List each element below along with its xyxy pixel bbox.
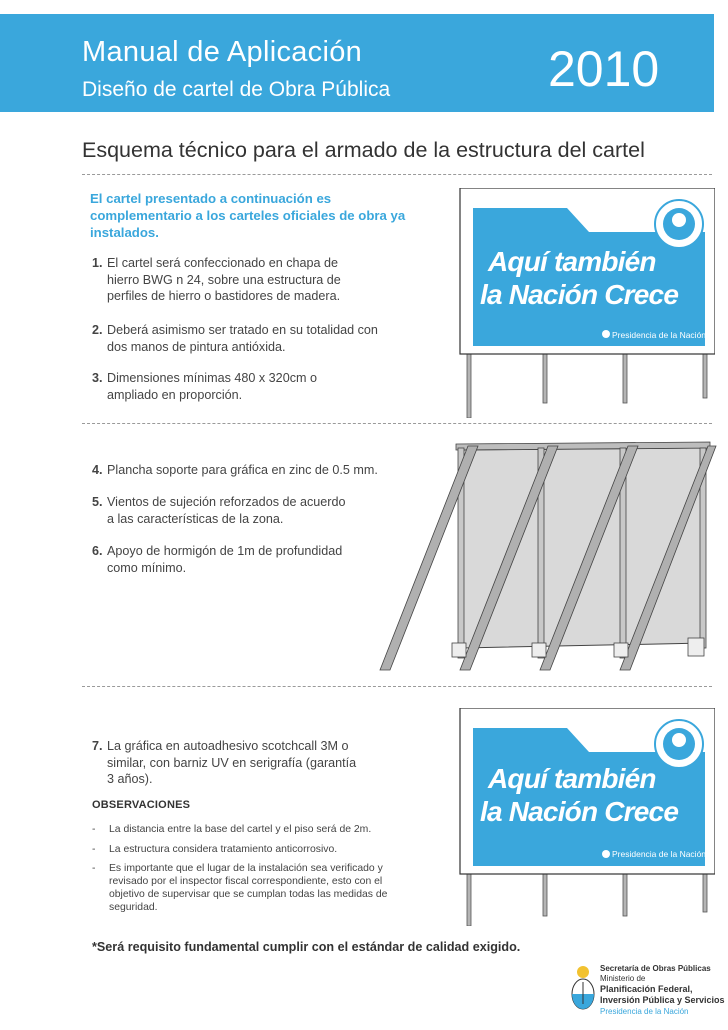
sign-2-brand: Presidencia de la Nación: [612, 849, 707, 859]
observacion-dash: -: [92, 844, 96, 855]
observacion-text: La estructura considera tratamiento anticorrosivo.: [109, 844, 338, 855]
item-3: [92, 370, 422, 403]
sign-1-line1: Aquí también: [488, 246, 656, 277]
item-number: 6.: [92, 544, 103, 558]
ministry-logo: [570, 960, 725, 1022]
item-number: 4.: [92, 463, 103, 477]
observaciones-title: OBSERVACIONES: [92, 799, 191, 811]
structure-illustration: [370, 438, 720, 678]
section-title: Esquema técnico para el armado de la estructura del cartel: [82, 138, 645, 162]
observacion-item: [92, 862, 402, 914]
sign-1-brand: Presidencia de la Nación: [612, 330, 707, 340]
sign-2-line2: la Nación Crece: [480, 796, 679, 827]
item-text: Vientos de sujeción reforzados de acuerdo a las características de la zona.: [107, 495, 346, 526]
requirement-note: *Será requisito fundamental cumplir con el estándar de calidad exigido.: [92, 940, 521, 954]
logo-line1: Planificación Federal,: [600, 984, 693, 994]
observacion-text: Es importante que el lugar de la instalación sea verificado y revisado por el inspector fiscal correspondiente, esto con el objetivo de supervisar que se cumplan todas las medidas de seguridad.: [109, 863, 388, 913]
item-text: Deberá asimismo ser tratado en su totalidad con dos manos de pintura antióxida.: [107, 323, 378, 354]
argentina-coat-of-arms-icon: [570, 964, 596, 1016]
item-7: [92, 738, 422, 788]
logo-ministerio: Ministerio de: [600, 974, 646, 983]
item-number: 7.: [92, 739, 103, 753]
divider-top: [82, 174, 712, 175]
item-number: 5.: [92, 495, 103, 509]
observacion-item: [92, 843, 402, 856]
header-title: Manual de Aplicación: [82, 36, 363, 68]
observacion-item: [92, 823, 402, 836]
item-text: Plancha soporte para gráfica en zinc de 0.5 mm.: [107, 463, 378, 477]
observacion-text: La distancia entre la base del cartel y el piso será de 2m.: [109, 824, 372, 835]
item-number: 2.: [92, 323, 103, 337]
header-year: 2010: [548, 41, 660, 97]
item-2: [92, 322, 422, 355]
header: [0, 0, 728, 122]
observacion-dash: -: [92, 824, 96, 835]
header-subtitle: Diseño de cartel de Obra Pública: [82, 78, 391, 101]
item-number: 3.: [92, 371, 103, 385]
item-text: La gráfica en autoadhesivo scotchcall 3M o similar, con barniz UV en serigrafía (garantía 3 años).: [107, 739, 357, 786]
sign-1-line2: la Nación Crece: [480, 279, 679, 310]
logo-secretaria: Secretaría de Obras Públicas: [600, 964, 711, 973]
item-text: Dimensiones mínimas 480 x 320cm o ampliado en proporción.: [107, 371, 317, 402]
divider-bottom: [82, 686, 712, 687]
item-1: [92, 255, 422, 305]
intro-text: El cartel presentado a continuación es complementario a los carteles oficiales de obra ya instalados.: [90, 191, 406, 240]
item-text: Apoyo de hormigón de 1m de profundidad como mínimo.: [107, 544, 343, 575]
sign-2-line1: Aquí también: [488, 763, 656, 794]
logo-presidencia: Presidencia de la Nación: [600, 1007, 689, 1016]
item-text: El cartel será confeccionado en chapa de hierro BWG n 24, sobre una estructura de perfiles de hierro o bastidores de madera.: [107, 256, 341, 303]
logo-line2: Inversión Pública y Servicios: [600, 995, 725, 1005]
divider-middle: [82, 423, 712, 424]
header-band-left: [0, 14, 80, 112]
item-number: 1.: [92, 256, 103, 270]
observacion-dash: -: [92, 863, 96, 874]
